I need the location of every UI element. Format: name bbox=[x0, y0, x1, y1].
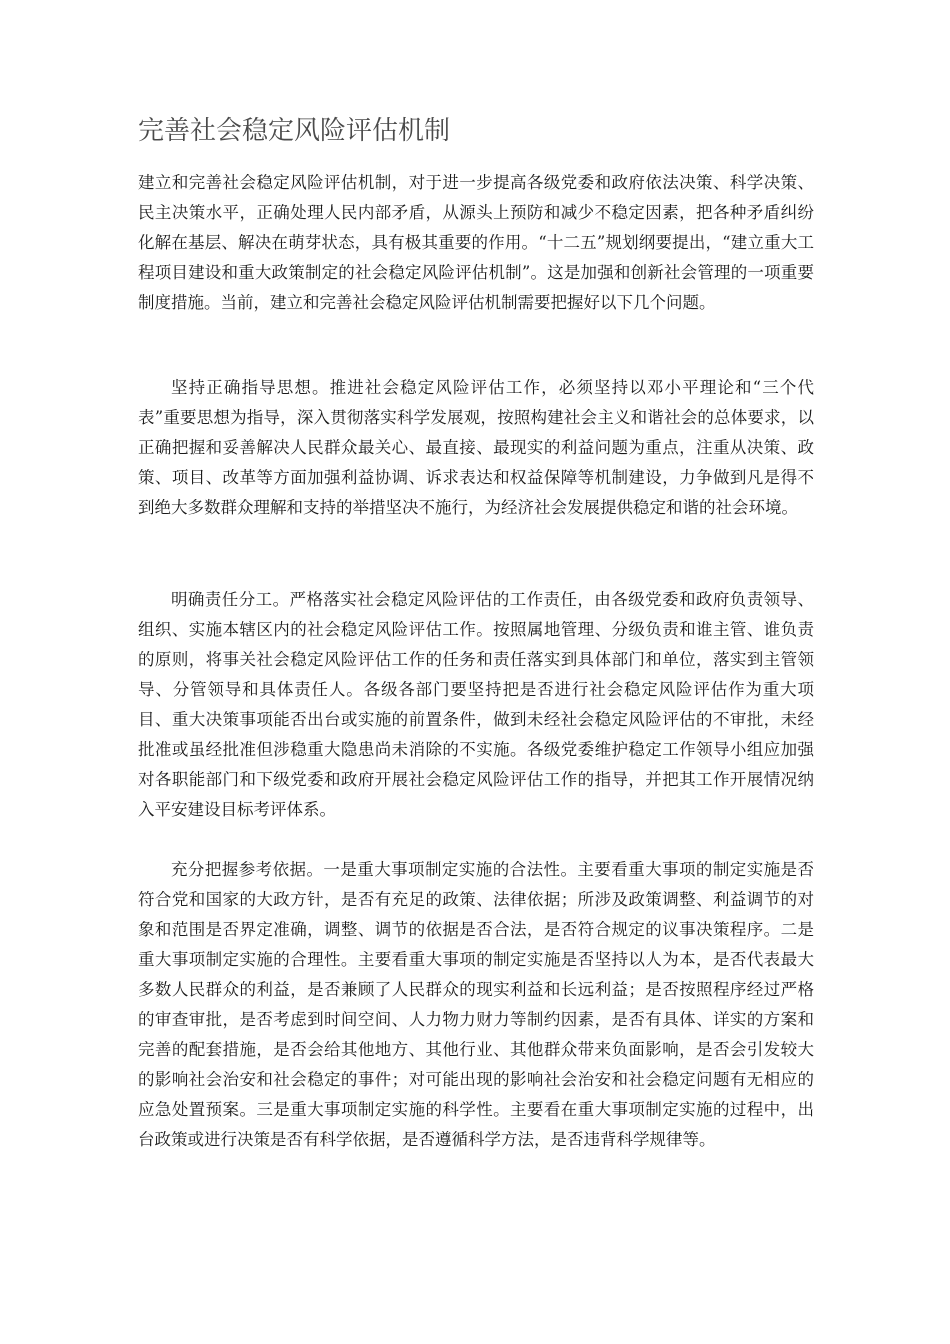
paragraph-responsibility: 明确责任分工。严格落实社会稳定风险评估的工作责任，由各级党委和政府负责领导、组织、实施本辖区内的社会稳定风险评估工作。按照属地管理、分级负责和谁主管、谁负责的原则，将事关社会稳定风险评估工作的任务和责任落实到具体部门和单位，落实到主管领导、分管领导和具体责任人。各级各部门要坚持把是否进行社会稳定风险评估作为重大项目、重大决策事项能否出台或实施的前置条件，做到未经社会稳定风险评估的不审批，未经批准或虽经批准但涉稳重大隐患尚未消除的不实施。各级党委维护稳定工作领导小组应加强对各职能部门和下级党委和政府开展社会稳定风险评估工作的指导，并把其工作开展情况纳入平安建设目标考评体系。 bbox=[138, 590, 814, 819]
document-title: 完善社会稳定风险评估机制 bbox=[138, 116, 451, 146]
paragraph-introduction: 建立和完善社会稳定风险评估机制，对于进一步提高各级党委和政府依法决策、科学决策、民主决策水平，正确处理人民内部矛盾，从源头上预防和减少不稳定因素，把各种矛盾纠纷化解在基层、解决在萌芽状态，具有极其重要的作用。“十二五”规划纲要提出，“建立重大工程项目建设和重大政策制定的社会稳定风险评估机制”。这是加强和创新社会管理的一项重要制度措施。当前，建立和完善社会稳定风险评估机制需要把握好以下几个问题。 bbox=[138, 173, 814, 312]
paragraph-guiding-thought: 坚持正确指导思想。推进社会稳定风险评估工作，必须坚持以邓小平理论和“三个代表”重要思想为指导，深入贯彻落实科学发展观，按照构建社会主义和谐社会的总体要求，以正确把握和妥善解决人民群众最关心、最直接、最现实的利益问题为重点，注重从决策、政策、项目、改革等方面加强利益协调、诉求表达和权益保障等机制建设，力争做到凡是得不到绝大多数群众理解和支持的举措坚决不施行，为经济社会发展提供稳定和谐的社会环境。 bbox=[138, 378, 814, 517]
paragraph-reference-basis: 充分把握参考依据。一是重大事项制定实施的合法性。主要看重大事项的制定实施是否符合党和国家的大政方针，是否有充足的政策、法律依据；所涉及政策调整、利益调节的对象和范围是否界定准确，调整、调节的依据是否合法，是否符合规定的议事决策程序。二是重大事项制定实施的合理性。主要看重大事项的制定实施是否坚持以人为本，是否代表最大多数人民群众的利益，是否兼顾了人民群众的现实利益和长远利益；是否按照程序经过严格的审查审批，是否考虑到时间空间、人力物力财力等制约因素，是否有具体、详实的方案和完善的配套措施，是否会给其他地方、其他行业、其他群众带来负面影响，是否会引发较大的影响社会治安和社会稳定的事件；对可能出现的影响社会治安和社会稳定问题有无相应的应急处置预案。三是重大事项制定实施的科学性。主要看在重大事项制定实施的过程中，出台政策或进行决策是否有科学依据，是否遵循科学方法，是否违背科学规律等。 bbox=[138, 860, 814, 1149]
